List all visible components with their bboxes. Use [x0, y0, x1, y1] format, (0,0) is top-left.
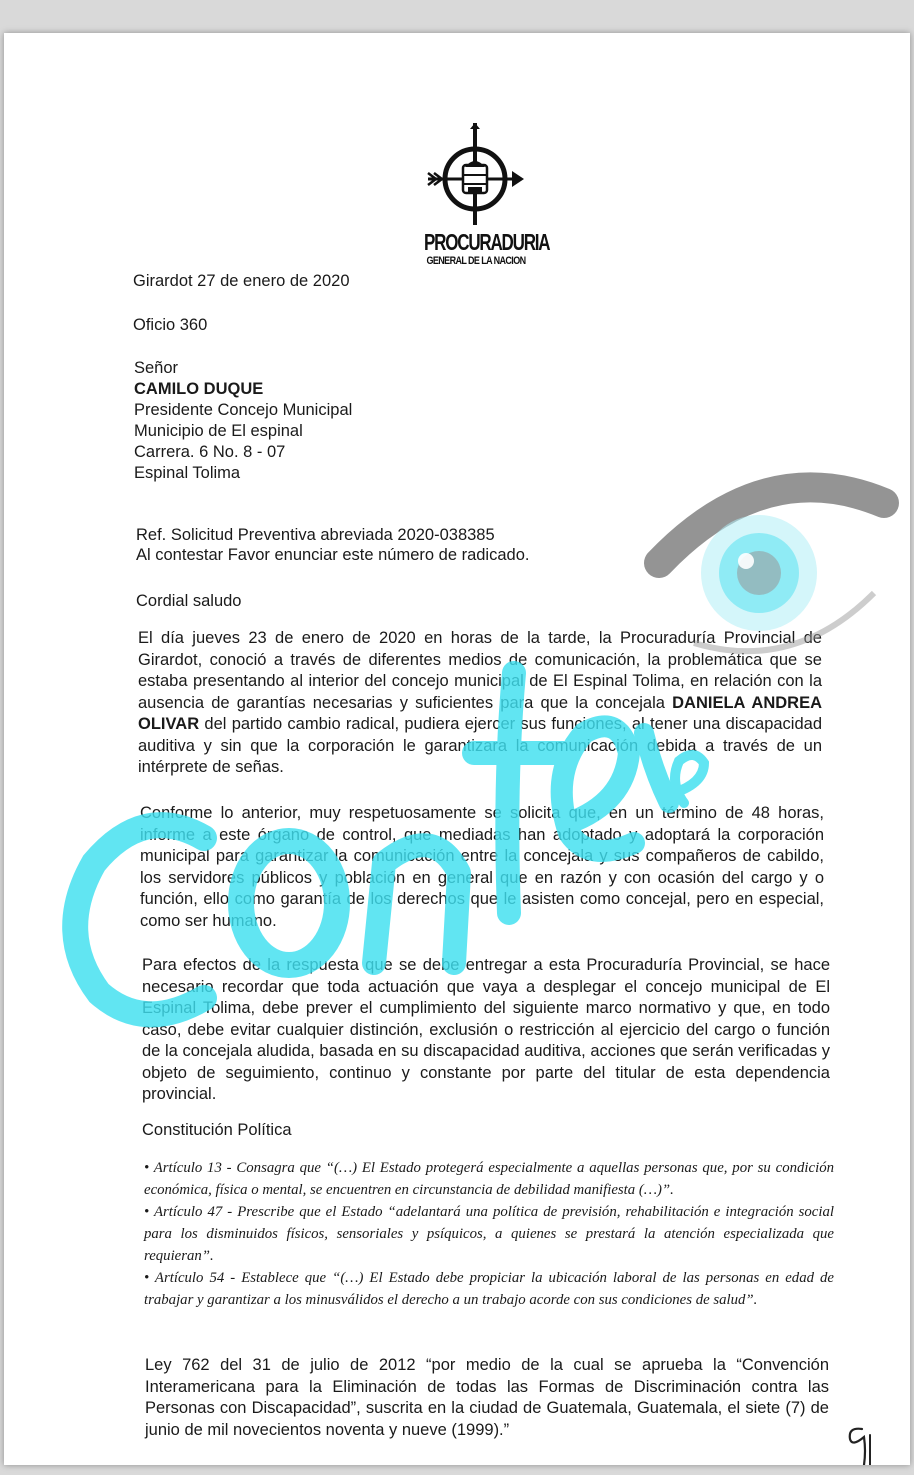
- concejala-name: DANIELA ANDREA OLIVAR: [138, 693, 822, 733]
- logo-subtitle: GENERAL DE LA NACION: [426, 253, 526, 267]
- article-13: • Artículo 13 - Consagra que “(…) El Estado protegerá especialmente a aquellas personas que, por su condición económica, física o mental, se encuentren en circunstancia de debilidad manifiesta (…)”.: [144, 1160, 834, 1198]
- recipient-position: Presidente Concejo Municipal: [134, 401, 353, 419]
- date-line: Girardot 27 de enero de 2020: [133, 272, 350, 290]
- crest-icon: [420, 121, 530, 233]
- recipient-address: Carrera. 6 No. 8 - 07: [134, 443, 286, 461]
- document-page: [4, 33, 910, 1465]
- recipient-municipality: Municipio de El espinal: [134, 422, 303, 440]
- recipient-name: CAMILO DUQUE: [134, 380, 264, 398]
- paragraph-3: Para efectos de la respuesta que se debe entregar a esta Procuraduría Provincial, se hace necesario recordar que toda actuación que vaya a desplegar el concejo municipal de El Espinal Tolima, debe prever el cumplimiento del siguiente marco normativo y que, en todo caso, debe evitar cualquier distinción, exclusión o restricción al ejercicio del cargo o función de la concejala aludida, basada en su discapacidad auditiva, acciones que serán verificadas y objeto de seguimiento, continuo y constante por parte del titular de esta dependencia provincial.: [142, 956, 830, 1103]
- paragraph-1-part-2: del partido cambio radical, pudiera ejercer sus funciones, al tener una discapacidad auditiva y sin que la corporación le garantizara la comunicación debida a través de un intérprete de señas.: [138, 715, 822, 776]
- paragraph-1: [138, 628, 822, 779]
- paragraph-4: Ley 762 del 31 de julio de 2012 “por medio de la cual se aprueba la “Convención Interamericana para la Eliminación de todas las Formas de Discriminación contra las Personas con Discapacidad”, suscrita en la ciudad de Guatemala, Guatemala, el siete (7) de junio de mil novecientos noventa y nueve (1999).”: [145, 1356, 829, 1439]
- oficio-number: Oficio 360: [133, 316, 208, 334]
- handwritten-page-mark: [840, 1421, 880, 1465]
- article-54: • Artículo 54 - Establece que “(…) El Estado debe propiciar la ubicación laboral de las personas en edad de trabajar y garantizar a los minusválidos el derecho a un trabajo acorde con sus condiciones de salud”.: [144, 1270, 834, 1308]
- logo-title: PROCURADURIA: [424, 229, 550, 256]
- reference-line: Ref. Solicitud Preventiva abreviada 2020-038385: [136, 526, 495, 544]
- recipient-salutation: Señor: [134, 359, 179, 377]
- procuraduria-logo: [420, 121, 550, 271]
- article-47: • Artículo 47 - Prescribe que el Estado “adelantará una política de previsión, rehabilitación e integración social para los disminuidos físicos, sensoriales y psíquicos, a quienes se prestará la atención especializada que requieran”.: [144, 1204, 834, 1264]
- recipient-city: Espinal Tolima: [134, 464, 241, 482]
- greeting: Cordial saludo: [136, 592, 242, 610]
- reference-note: Al contestar Favor enunciar este número de radicado.: [136, 546, 530, 564]
- paragraph-1-part-1: El día jueves 23 de enero de 2020 en horas de la tarde, la Procuraduría Provincial de Girardot, conoció a través de diferentes medios de comunicación, la problemática que se estaba presentando al interior del concejo municipal de El Espinal Tolima, en relación con la ausencia de garantías necesarias y suficientes para que la concejala: [138, 629, 822, 712]
- section-title: Constitución Política: [142, 1121, 292, 1139]
- paragraph-2: Conforme lo anterior, muy respetuosamente se solicita que, en un término de 48 horas, informe a este órgano de control, que mediadas han adoptado y adoptará la corporación municipal para garantizar la comunicación entre la concejala y sus compañeros de cabildo, los servidores públicos y población en general que en razón y con ocasión del cargo y o función, ello como garantía de los derechos que le asisten como concejal, pero en especial, como ser humano.: [140, 804, 824, 930]
